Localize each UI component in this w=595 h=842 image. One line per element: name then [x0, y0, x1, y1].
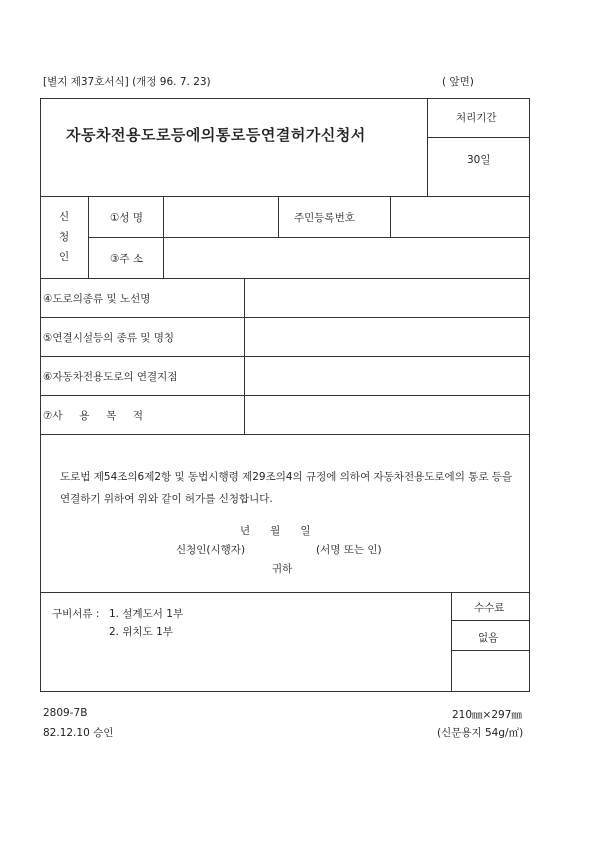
- divider: [427, 137, 530, 138]
- applicant-section-label: 신: [59, 211, 70, 223]
- processing-period-label: 처리기간: [456, 112, 497, 124]
- page-side-label: ( 앞면): [442, 76, 474, 88]
- divider: [451, 620, 530, 621]
- form-reference: [별지 제37호서식] (개정 96. 7. 23): [43, 76, 211, 88]
- processing-period-value: 30일: [467, 154, 491, 166]
- divider: [40, 317, 530, 318]
- divider: [40, 395, 530, 396]
- road-type-label: ④도로의종류 및 노선명: [43, 293, 151, 305]
- approval-date: 82.12.10 승인: [43, 727, 114, 739]
- paper-size: 210㎜×297㎜: [452, 709, 522, 721]
- attachments-label: 구비서류 :: [52, 608, 100, 620]
- applicant-section-label: 청: [59, 231, 70, 243]
- divider: [278, 196, 279, 237]
- name-label: ①성 명: [110, 212, 144, 224]
- form-title: 자동차전용도로등에의통로등연결허가신청서: [66, 126, 366, 144]
- divider: [451, 650, 530, 651]
- paper-type: (신문용지 54g/㎡): [437, 727, 524, 739]
- signature-note: (서명 또는 인): [316, 544, 382, 556]
- facility-type-label: ⑤연결시설등의 종류 및 명칭: [43, 332, 174, 344]
- divider: [40, 196, 530, 197]
- attachment-item: 2. 위치도 1부: [109, 626, 173, 638]
- resident-number-label: 주민등록번호: [294, 212, 355, 224]
- applicant-signature-label: 신청인(시행자): [176, 544, 246, 556]
- address-label: ③주 소: [110, 253, 144, 265]
- attachment-item: 1. 설계도서 1부: [109, 608, 184, 620]
- divider: [451, 592, 452, 692]
- addressee: 귀하: [272, 563, 293, 575]
- connection-point-label: ⑥자동차전용도로의 연결지점: [43, 371, 178, 383]
- divider: [40, 356, 530, 357]
- date-line: 년 월 일: [240, 525, 311, 537]
- form-code: 2809-7B: [43, 707, 88, 719]
- divider: [40, 592, 530, 593]
- divider: [390, 196, 391, 237]
- divider: [40, 278, 530, 279]
- fee-value: 없음: [478, 632, 499, 644]
- divider: [40, 434, 530, 435]
- purpose-label: ⑦사 용 목 적: [43, 410, 144, 422]
- divider: [88, 237, 530, 238]
- divider: [427, 98, 428, 196]
- fee-label: 수수료: [474, 602, 505, 614]
- applicant-section-label: 인: [59, 251, 70, 263]
- application-statement: 도로법 제54조의6제2항 및 동법시행령 제29조의4의 규정에 의하여 자동차전용도로에의 통로 등을 연결하기 위하여 위와 같이 허가를 신청합니다.: [60, 471, 513, 505]
